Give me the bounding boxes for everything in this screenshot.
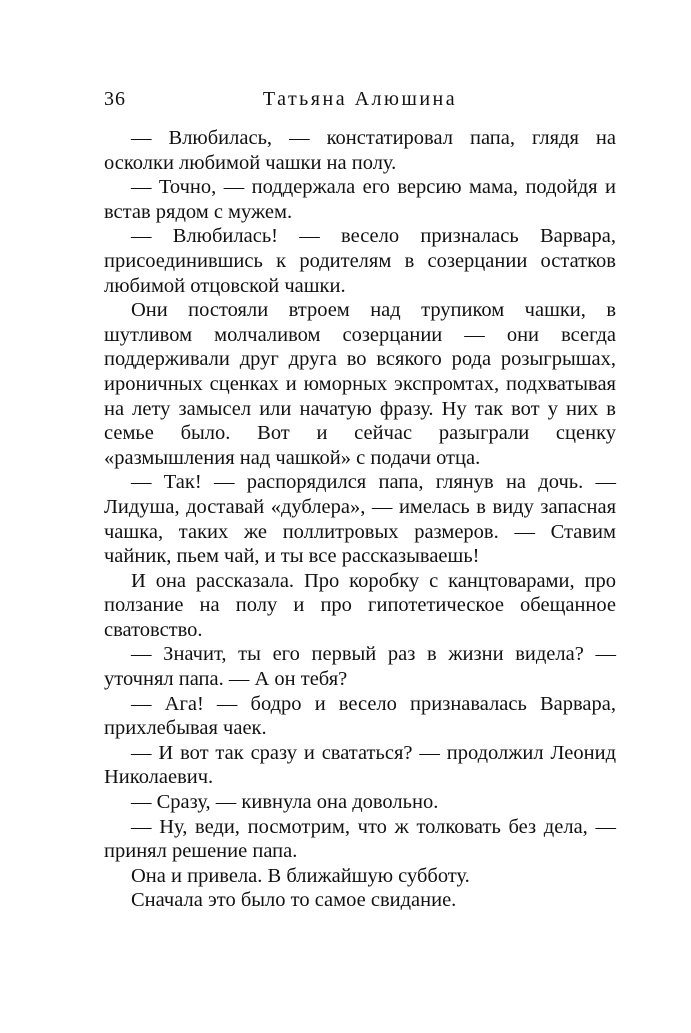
running-title: Татьяна Алюшина — [262, 88, 458, 110]
page-header — [104, 88, 616, 116]
paragraph: — Сразу, — кивнула она довольно. — [131, 791, 439, 814]
text-body — [104, 126, 616, 913]
paragraph: — И вот так сразу и свататься? — продолжил Леонид Николаевич. — [104, 741, 616, 789]
paragraph: — Влюбилась, — констатировал папа, глядя на осколки любимой чашки на полу. — [104, 127, 616, 174]
page-number: 36 — [104, 88, 126, 110]
paragraph: — Влюбилась! — весело призналась Варвара, присоединившись к родителям в созерцании остатков любимой отцовской чашки. — [104, 225, 616, 297]
paragraph: И она рассказала. Про коробку с канцтоварами, про ползание на полу и про гипотетическое обещанное сватовство. — [104, 569, 616, 641]
paragraph: — Точно, — поддержала его версию мама, подойдя и встав рядом с мужем. — [104, 176, 616, 223]
paragraph: Она и привела. В ближайшую субботу. — [131, 864, 470, 887]
paragraph: — Ну, веди, посмотрим, что ж толковать без дела, — принял решение папа. — [104, 815, 616, 863]
paragraph: — Так! — распорядился папа, глянув на дочь. — Лидуша, доставай «дублера», — имелась в виду запасная чашка, таких же поллитровых размеров. — Ставим чайник, пьем чай, и ты все рассказываешь! — [104, 471, 616, 568]
paragraph: Они постояли втроем над трупиком чашки, в шутливом молчаливом созерцании — они всегда поддерживали друг друга во всякого рода розыгрышах, ироничных сценках и юморных экспромтах, подхватывая на лету замысел или начатую фразу. Ну так вот у них в семье было. Вот и сейчас разыграли сценку «размышления над чашкой» с подачи отца. — [104, 299, 616, 469]
paragraph: Сначала это было то самое свидание. — [131, 889, 457, 912]
paragraph: — Значит, ты его первый раз в жизни видела? — уточнял папа. — А он тебя? — [104, 643, 616, 691]
paragraph: — Ага! — бодро и весело признавалась Варвара, прихлебывая чаек. — [104, 692, 616, 740]
